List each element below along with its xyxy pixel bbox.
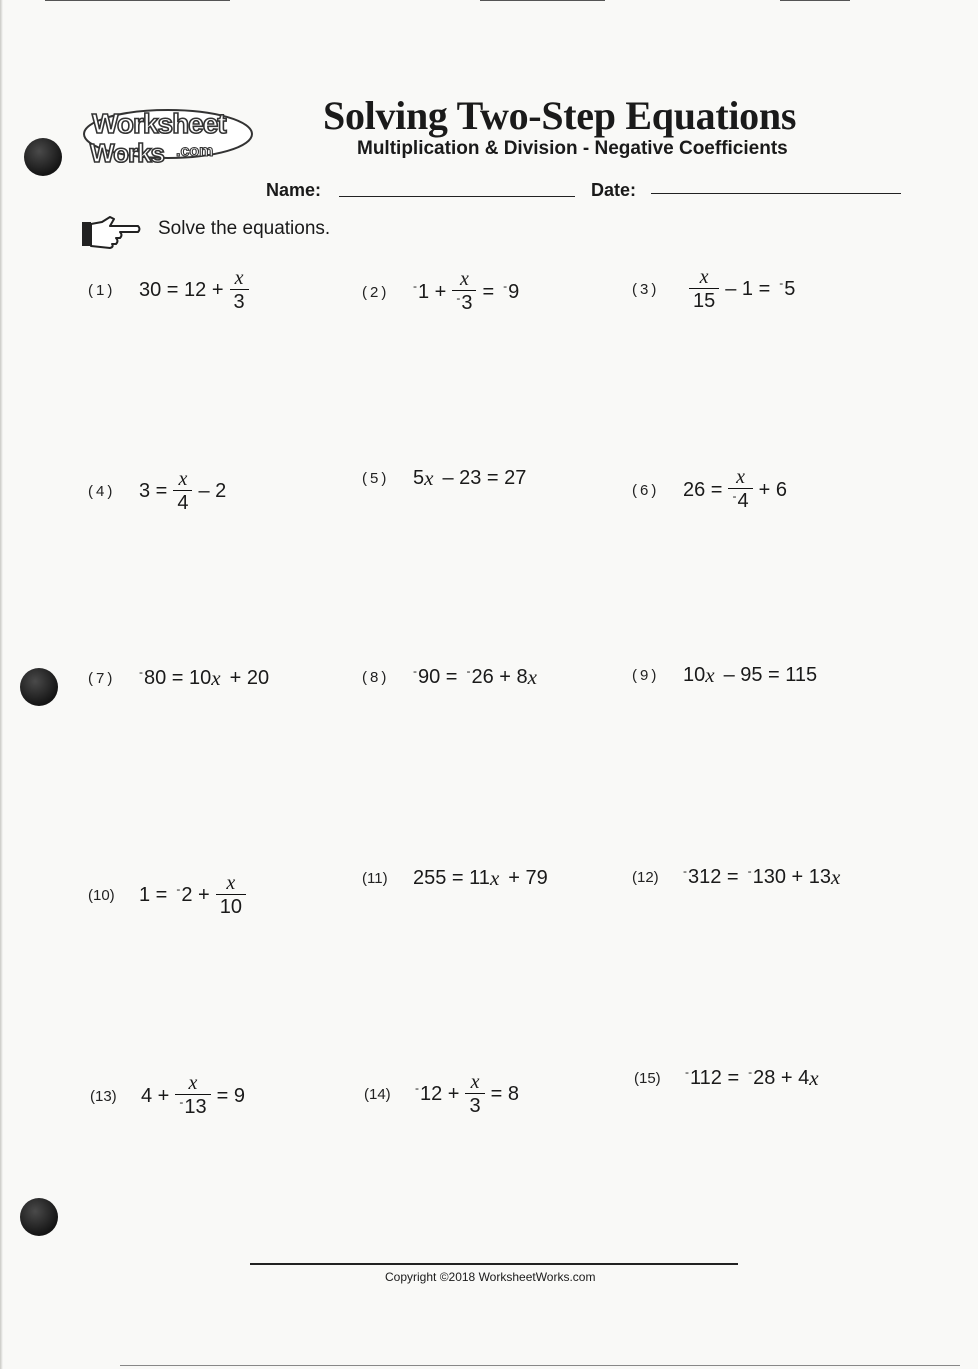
expr-part: 255 = 11 [413,867,490,889]
fraction [465,1071,484,1118]
negative-sign: - [503,278,508,293]
negative-sign: - [179,1095,184,1109]
instructions-text: Solve the equations. [158,218,331,239]
fraction [689,266,719,313]
expr-part: 80 = 10 [144,667,212,689]
problem-number: (5) [362,470,390,487]
footer-divider [250,1263,738,1265]
problem-number: (7) [88,670,116,687]
expr-part: 26 + 8 [471,666,528,688]
scan-edge-shadow [0,0,3,1369]
variable: x [424,466,434,490]
problem-number: (2) [362,284,390,301]
punch-hole [20,1198,58,1236]
expr-part: 12 + [420,1083,460,1105]
fraction [452,268,476,317]
fraction-denominator: 3 [233,291,245,313]
scan-edge-line [480,0,605,1]
expr-part: 112 = [690,1067,740,1089]
negative-sign: - [139,664,143,679]
expr-part: + 79 [508,867,548,889]
expr-part: + 6 [758,479,787,501]
pointing-hand-icon [80,214,142,250]
worksheetworks-logo [80,100,260,180]
expr-part: – 23 = 27 [442,467,527,489]
negative-sign: - [779,275,784,290]
scan-edge-line [45,0,230,1]
variable: x [809,1066,819,1090]
negative-sign: - [732,489,737,503]
problem-number: (11) [362,870,388,887]
problem-number: (4) [88,483,116,500]
negative-sign: - [176,881,181,896]
fraction-numerator: x [736,466,745,488]
problem-number: (1) [88,282,116,299]
fraction-numerator: x [188,1072,198,1094]
variable: x [527,665,537,689]
expr-part: 5 [784,278,796,300]
fraction-denominator: 10 [219,896,242,918]
copyright-text: Copyright ©2018 WorksheetWorks.com [385,1270,596,1284]
problem-1 [88,267,255,314]
problem-number: (10) [88,887,115,904]
problem-number: (14) [364,1086,391,1103]
fraction-numerator: x [459,268,469,290]
problem-9 [632,663,817,688]
negative-sign: - [456,291,461,305]
fraction-denominator: 4 [737,490,749,512]
problem-7 [88,666,269,691]
variable: x [489,866,500,890]
name-field[interactable] [339,196,575,197]
expr-part: 130 + 13 [752,866,832,888]
fraction [216,872,246,919]
fraction-denominator: 4 [177,492,189,514]
punch-hole [24,138,62,176]
negative-sign: - [748,1064,753,1079]
expr-part: 4 + [141,1085,170,1107]
expr-part: 10 [683,664,706,686]
fraction-denominator: 15 [693,290,716,312]
problem-15 [634,1066,819,1091]
expr-part: = [482,281,495,303]
expr-part: 1 = [139,884,168,906]
negative-sign: - [685,1064,689,1079]
expr-part: = 8 [490,1083,519,1105]
expr-part: 1 + [418,281,447,303]
problem-5 [362,466,526,491]
date-label: Date: [591,180,637,200]
problem-number: (3) [632,281,660,298]
expr-part: 5 [413,467,425,489]
negative-sign: - [747,863,752,878]
negative-sign: - [413,663,417,678]
expr-part: 3 = [139,480,168,502]
fraction [173,468,192,515]
expr-part: – 2 [198,480,227,502]
svg-text:.com: .com [176,143,214,160]
page-subtitle: Multiplication & Division - Negative Coefficients [357,138,788,159]
negative-sign: - [415,1080,419,1095]
problem-11 [362,866,548,891]
punch-hole [20,668,58,706]
expr-part: 9 [508,281,520,303]
problem-6 [632,466,787,515]
logo-graphic [80,100,260,180]
expr-part: 26 = [683,479,723,501]
problem-10 [88,872,252,919]
expr-part: 28 + 4 [753,1067,810,1089]
negative-sign: - [466,663,471,678]
negative-sign: - [413,278,417,293]
fraction [728,466,752,515]
problem-number: (6) [632,482,660,499]
problem-3 [632,266,795,313]
problem-number: (13) [90,1088,117,1105]
svg-text:Works: Works [90,138,164,168]
expr-part: 30 = 12 + [139,279,224,301]
problem-4 [88,468,226,515]
variable: x [211,666,221,690]
problem-8 [362,665,537,690]
problem-14 [364,1071,519,1118]
expr-part: – 1 = [725,278,771,300]
scan-edge-line [120,1365,960,1366]
fraction-denominator: 13 [184,1096,207,1118]
problem-13 [90,1072,245,1121]
fraction-denominator: 3 [469,1095,481,1117]
svg-text:Worksheet: Worksheet [92,108,226,139]
problem-number: (15) [634,1070,661,1087]
page-title: Solving Two-Step Equations [323,93,797,138]
fraction-numerator: x [699,266,709,288]
fraction-numerator: x [234,267,244,289]
problem-12 [632,865,840,890]
fraction [230,267,249,314]
fraction [175,1072,210,1121]
problem-number: (8) [362,669,390,686]
expr-part: 2 + [181,884,210,906]
scan-edge-line [780,0,850,1]
expr-part: = 9 [216,1085,245,1107]
fraction-denominator: 3 [461,292,473,314]
expr-part: 312 = [688,866,739,888]
date-field[interactable] [651,193,901,194]
fraction-numerator: x [226,872,236,894]
problem-number: (9) [632,667,660,684]
expr-part: – 95 = 115 [723,664,818,686]
expr-part: 90 = [418,666,458,688]
negative-sign: - [683,863,687,878]
problem-2 [362,268,519,317]
fraction-numerator: x [178,468,188,490]
fraction-numerator: x [470,1071,480,1093]
variable: x [831,865,841,889]
problem-number: (12) [632,869,659,886]
variable: x [705,663,715,687]
expr-part: + 20 [229,667,270,689]
name-label: Name: [266,180,322,200]
